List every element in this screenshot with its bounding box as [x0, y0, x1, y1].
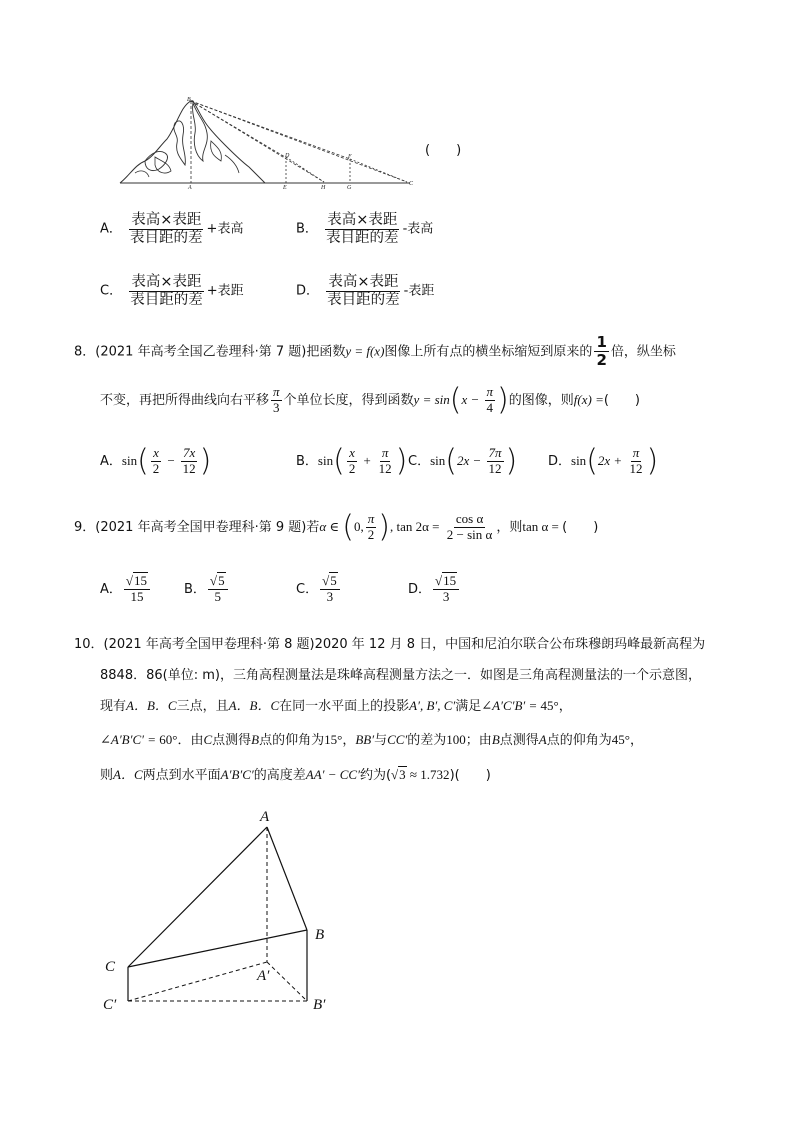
label-B: B [187, 97, 191, 103]
label-B-prime: B′ [313, 997, 326, 1013]
q8-option-d[interactable]: D．sin(2x + $\frac{\pi}{12}$ ) [548, 443, 659, 479]
label-A: A [260, 809, 270, 825]
q10-line4: ∠A′B′C′ = 60°．由C点测得B点的仰角为15°，BB′与CC′的差为100；由B点测得A点的仰角为45°， [100, 732, 643, 748]
q10-line1: 10．(2021 年高考全国甲卷理科·第 8 题)2020 年 12 月 8 日，中国和尼泊尔联合公布珠穆朗玛峰最新高程为 [74, 637, 706, 652]
label-F: F [348, 154, 352, 160]
q7-option-a[interactable]: A． $\frac{\text{表高×表距}}{\text{表目距的差}}$ +表高 [100, 212, 244, 246]
q8-option-a[interactable]: A．sin( $\frac{x}{2}$ − $\frac{7x}{12}$ ) [100, 443, 212, 479]
label-G: G [347, 185, 352, 190]
label-H: H [321, 185, 326, 190]
q10-line3: 现有A．B．C三点，且A．B．C在同一水平面上的投影A′, B′, C′满足∠A′C′B′ = 45°， [100, 698, 572, 714]
q7-option-c[interactable]: C． $\frac{\text{表高×表距}}{\text{表目距的差}}$ +表距 [100, 274, 244, 308]
q9-line1: 9．(2021 年高考全国甲卷理科·第 9 题)若α ∈ (0, $\frac{\pi}{2}$ ), tan 2α = $\frac{\text{cos α}}{\text{2 − sin α}}$ ，则tan α = ( ) [74, 509, 599, 545]
q8-number: 8． [74, 344, 96, 360]
q9-option-a[interactable]: A． $\frac{√15}{15}$ [100, 574, 152, 605]
label-C-prime: C′ [103, 997, 117, 1013]
q9-option-b[interactable]: B． $\frac{√5}{5}$ [184, 574, 230, 605]
q8-option-b[interactable]: B．sin( $\frac{x}{2}$ + $\frac{\pi}{12}$ ) [296, 443, 408, 479]
q10-number: 10． [74, 637, 104, 652]
label-D: D [285, 153, 290, 159]
q7-option-b[interactable]: B． $\frac{\text{表高×表距}}{\text{表目距的差}}$ -表高 [296, 212, 434, 246]
q8-line1: 8．(2021 年高考全国乙卷理科·第 7 题)把函数y = f(x)图像上所有点的横坐标缩短到原来的 $\frac{1}{2}$ 倍，纵坐标 [74, 333, 676, 370]
q7-answer-blank: ( ) [425, 143, 462, 158]
q7-mountain-figure [115, 95, 425, 190]
q7-option-d[interactable]: D． $\frac{\text{表高×表距}}{\text{表目距的差}}$ -表距 [296, 274, 435, 308]
q9-option-c[interactable]: C． $\frac{√5}{3}$ [296, 574, 342, 605]
q8-source: (2021 年高考全国乙卷理科·第 7 题) [95, 344, 307, 360]
label-C: C [105, 959, 116, 975]
q9-option-d[interactable]: D． $\frac{√15}{3}$ [408, 574, 461, 605]
label-E: E [283, 185, 287, 190]
q8-line2: 不变，再把所得曲线向右平移 $\frac{\pi}{3}$ 个单位长度，得到函数y = sin(x − $\frac{\pi}{4}$ )的图像，则f(x) =( ) [100, 382, 640, 418]
q9-number: 9． [74, 519, 96, 535]
q10-triangle-figure [95, 805, 345, 1020]
label-B: B [315, 927, 325, 943]
label-A-prime: A′ [257, 968, 270, 984]
q10-line5: 则A．C两点到水平面A′B′C′的高度差AA′ − CC′约为(√3 ≈ 1.732)( ) [100, 767, 491, 783]
q8-option-c[interactable]: C．sin(2x − $\frac{7\pi}{12}$ ) [408, 443, 518, 479]
label-C: C [409, 181, 414, 187]
label-A: A [188, 185, 192, 190]
q9-source: (2021 年高考全国甲卷理科·第 9 题) [95, 519, 307, 535]
q10-line2: 8848．86(单位: m)，三角高程测量法是珠峰高程测量方法之一．如图是三角高程测量法的一个示意图， [100, 668, 701, 683]
